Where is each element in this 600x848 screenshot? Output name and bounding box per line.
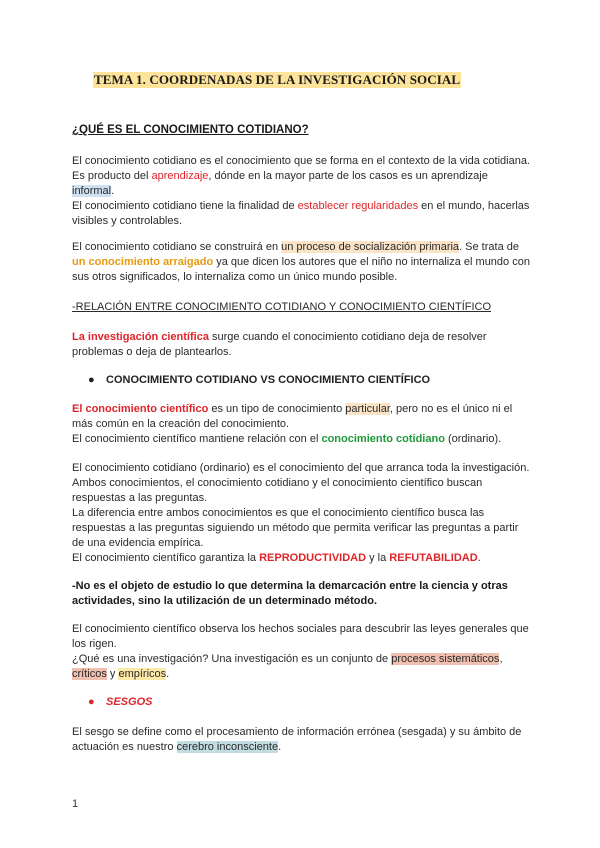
paragraph-conocimiento-cientifico <box>72 402 532 447</box>
text: es un tipo de conocimiento <box>208 403 346 415</box>
text: El conocimiento cotidiano es el conocimiento que se forma en el contexto de la vida cotidiana. Es producto del <box>72 155 530 182</box>
bullet-label: SESGOS <box>106 696 153 708</box>
term-particular: particular <box>345 403 390 415</box>
term-procesos-sistematicos: procesos sistemáticos <box>391 653 500 665</box>
term-investigacion-cientifica: La investigación científica <box>72 331 209 343</box>
text: , pero no es el único ni el más común en la creación del conocimiento. <box>72 403 513 430</box>
bullet-label: CONOCIMIENTO COTIDIANO VS CONOCIMIENTO CIENTÍFICO <box>106 374 431 386</box>
text: surge cuando el conocimiento cotidiano deja de resolver problemas o deja de plantearlos. <box>72 331 487 358</box>
term-refutabilidad: REFUTABILIDAD <box>389 552 478 564</box>
text: ya que dicen los autores que el niño no internaliza el mundo con sus otros significados, lo internaliza como un único mundo posible. <box>72 256 530 283</box>
relation-heading <box>72 300 532 315</box>
text: ¿Qué es una investigación? Una investigación es un conjunto de <box>72 653 392 665</box>
page-number: 1 <box>72 798 79 810</box>
term-conocimiento-cotidiano: conocimiento cotidiano <box>321 433 445 445</box>
text: . <box>166 668 170 680</box>
text: , <box>499 653 503 665</box>
term-conocimiento-arraigado: un conocimiento arraigado <box>72 256 214 268</box>
text: y <box>106 668 119 680</box>
paragraph-diferencia <box>72 461 532 566</box>
page-title: TEMA 1. COORDENADAS DE LA INVESTIGACIÓN SOCIAL <box>94 72 461 87</box>
term-criticos: críticos <box>72 668 107 680</box>
text: El conocimiento cotidiano (ordinario) es el conocimiento del que arranca toda la investigación. Ambos conocimientos, el conocimiento cotidiano y el conocimiento científico buscan respuestas a las preguntas. <box>72 462 530 504</box>
bullet-sesgos <box>88 696 152 708</box>
term-reproductividad: REPRODUCTIVIDAD <box>259 552 367 564</box>
text: El conocimiento científico garantiza la <box>72 552 260 564</box>
bullet-cotidiano-vs-cientifico <box>88 374 430 386</box>
text: en el mundo, hacerlas visibles y controlables. <box>72 200 530 227</box>
text: El conocimiento cotidiano tiene la finalidad de <box>72 200 298 212</box>
term-socializacion-primaria: un proceso de socialización primaria <box>281 241 460 253</box>
paragraph-sesgo <box>72 725 532 755</box>
paragraph-investigacion <box>72 622 532 682</box>
text: El conocimiento científico mantiene relación con el <box>72 433 322 445</box>
term-aprendizaje: aprendizaje <box>151 170 209 182</box>
text: El conocimiento científico observa los hechos sociales para descubrir las leyes generales que los rigen. <box>72 623 529 650</box>
term-empiricos: empíricos <box>118 668 167 680</box>
text: , dónde en la mayor parte de los casos es un aprendizaje <box>208 170 488 182</box>
term-cerebro-inconsciente: cerebro inconsciente <box>176 741 279 753</box>
paragraph-demarcacion: -No es el objeto de estudio lo que determina la demarcación entre la ciencia y otras actividades, sino la utilización de un determinado método. <box>72 580 508 607</box>
paragraph-investigacion-cientifica <box>72 330 532 360</box>
text: La diferencia entre ambos conocimientos es que el conocimiento científico busca las respuestas a las preguntas siguiendo un método que permita verificar las preguntas a partir de una evidencia empírica. <box>72 507 519 549</box>
text: El conocimiento cotidiano se construirá en <box>72 241 282 253</box>
relation-heading-text: -RELACIÓN ENTRE CONOCIMIENTO COTIDIANO Y CONOCIMIENTO CIENTÍFICO <box>72 301 492 313</box>
paragraph-socializacion <box>72 240 532 285</box>
text: . Se trata de <box>459 241 519 253</box>
section-heading-conocimiento-cotidiano: ¿QUÉ ES EL CONOCIMIENTO COTIDIANO? <box>72 124 309 136</box>
paragraph-definicion <box>72 154 532 229</box>
text: (ordinario). <box>444 433 502 445</box>
term-establecer-regularidades: establecer regularidades <box>297 200 419 212</box>
term-informal: informal <box>72 185 112 197</box>
bullet-dot-icon: ● <box>88 696 95 708</box>
bullet-dot-icon: ● <box>88 374 95 386</box>
term-conocimiento-cientifico: El conocimiento científico <box>72 403 209 415</box>
text: El sesgo se define como el procesamiento de información errónea (sesgada) y su ámbito de actuación es nuestro <box>72 726 522 753</box>
text: . <box>477 552 481 564</box>
text: y la <box>366 552 390 564</box>
text: . <box>278 741 282 753</box>
text: . <box>111 185 115 197</box>
